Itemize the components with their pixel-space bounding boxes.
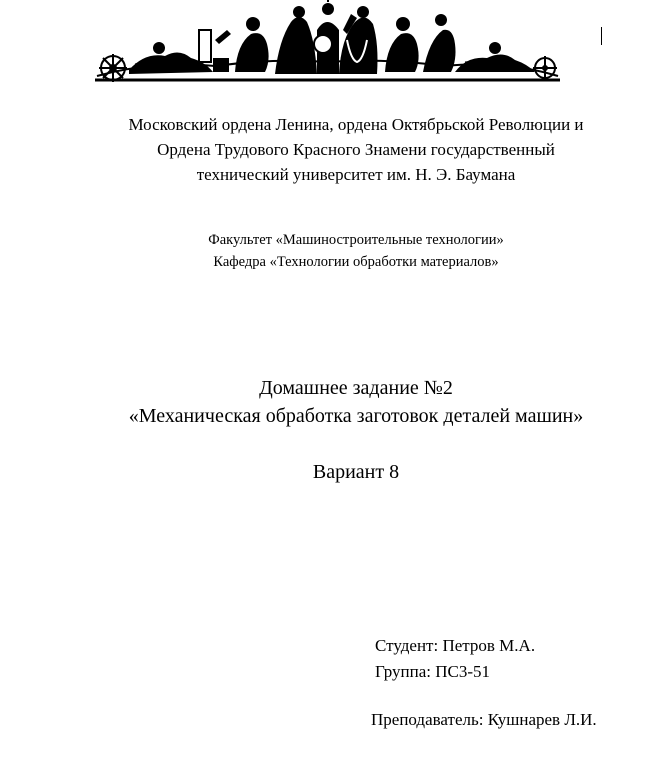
university-name [60,112,652,187]
university-sculpture-frieze-icon [95,0,560,84]
text-cursor [601,27,602,45]
assignment-subject: «Механическая обработка заготовок деталей машин» [128,405,584,427]
university-name-line-3: технический университет им. Н. Э. Баумана [196,165,516,184]
department-name: Кафедра «Технологии обработки материалов» [213,254,499,270]
assignment-variant: Вариант 8 [312,461,400,483]
assignment-title: Домашнее задание №2 [259,377,453,399]
student-name: Студент: Петров М.А. [375,636,536,655]
university-name-line-1: Московский ордена Ленина, ордена Октябрьской Революции и [128,115,584,134]
faculty-block [60,229,652,273]
student-group: Группа: ПС3-51 [375,662,491,681]
teacher-name: Преподаватель: Кушнарев Л.И. [371,710,597,729]
university-name-line-2: Ордена Трудового Красного Знамени государственный [157,140,555,159]
faculty-name: Факультет «Машиностроительные технологии» [208,232,504,248]
student-block [375,633,535,685]
assignment-title-block [60,374,652,430]
